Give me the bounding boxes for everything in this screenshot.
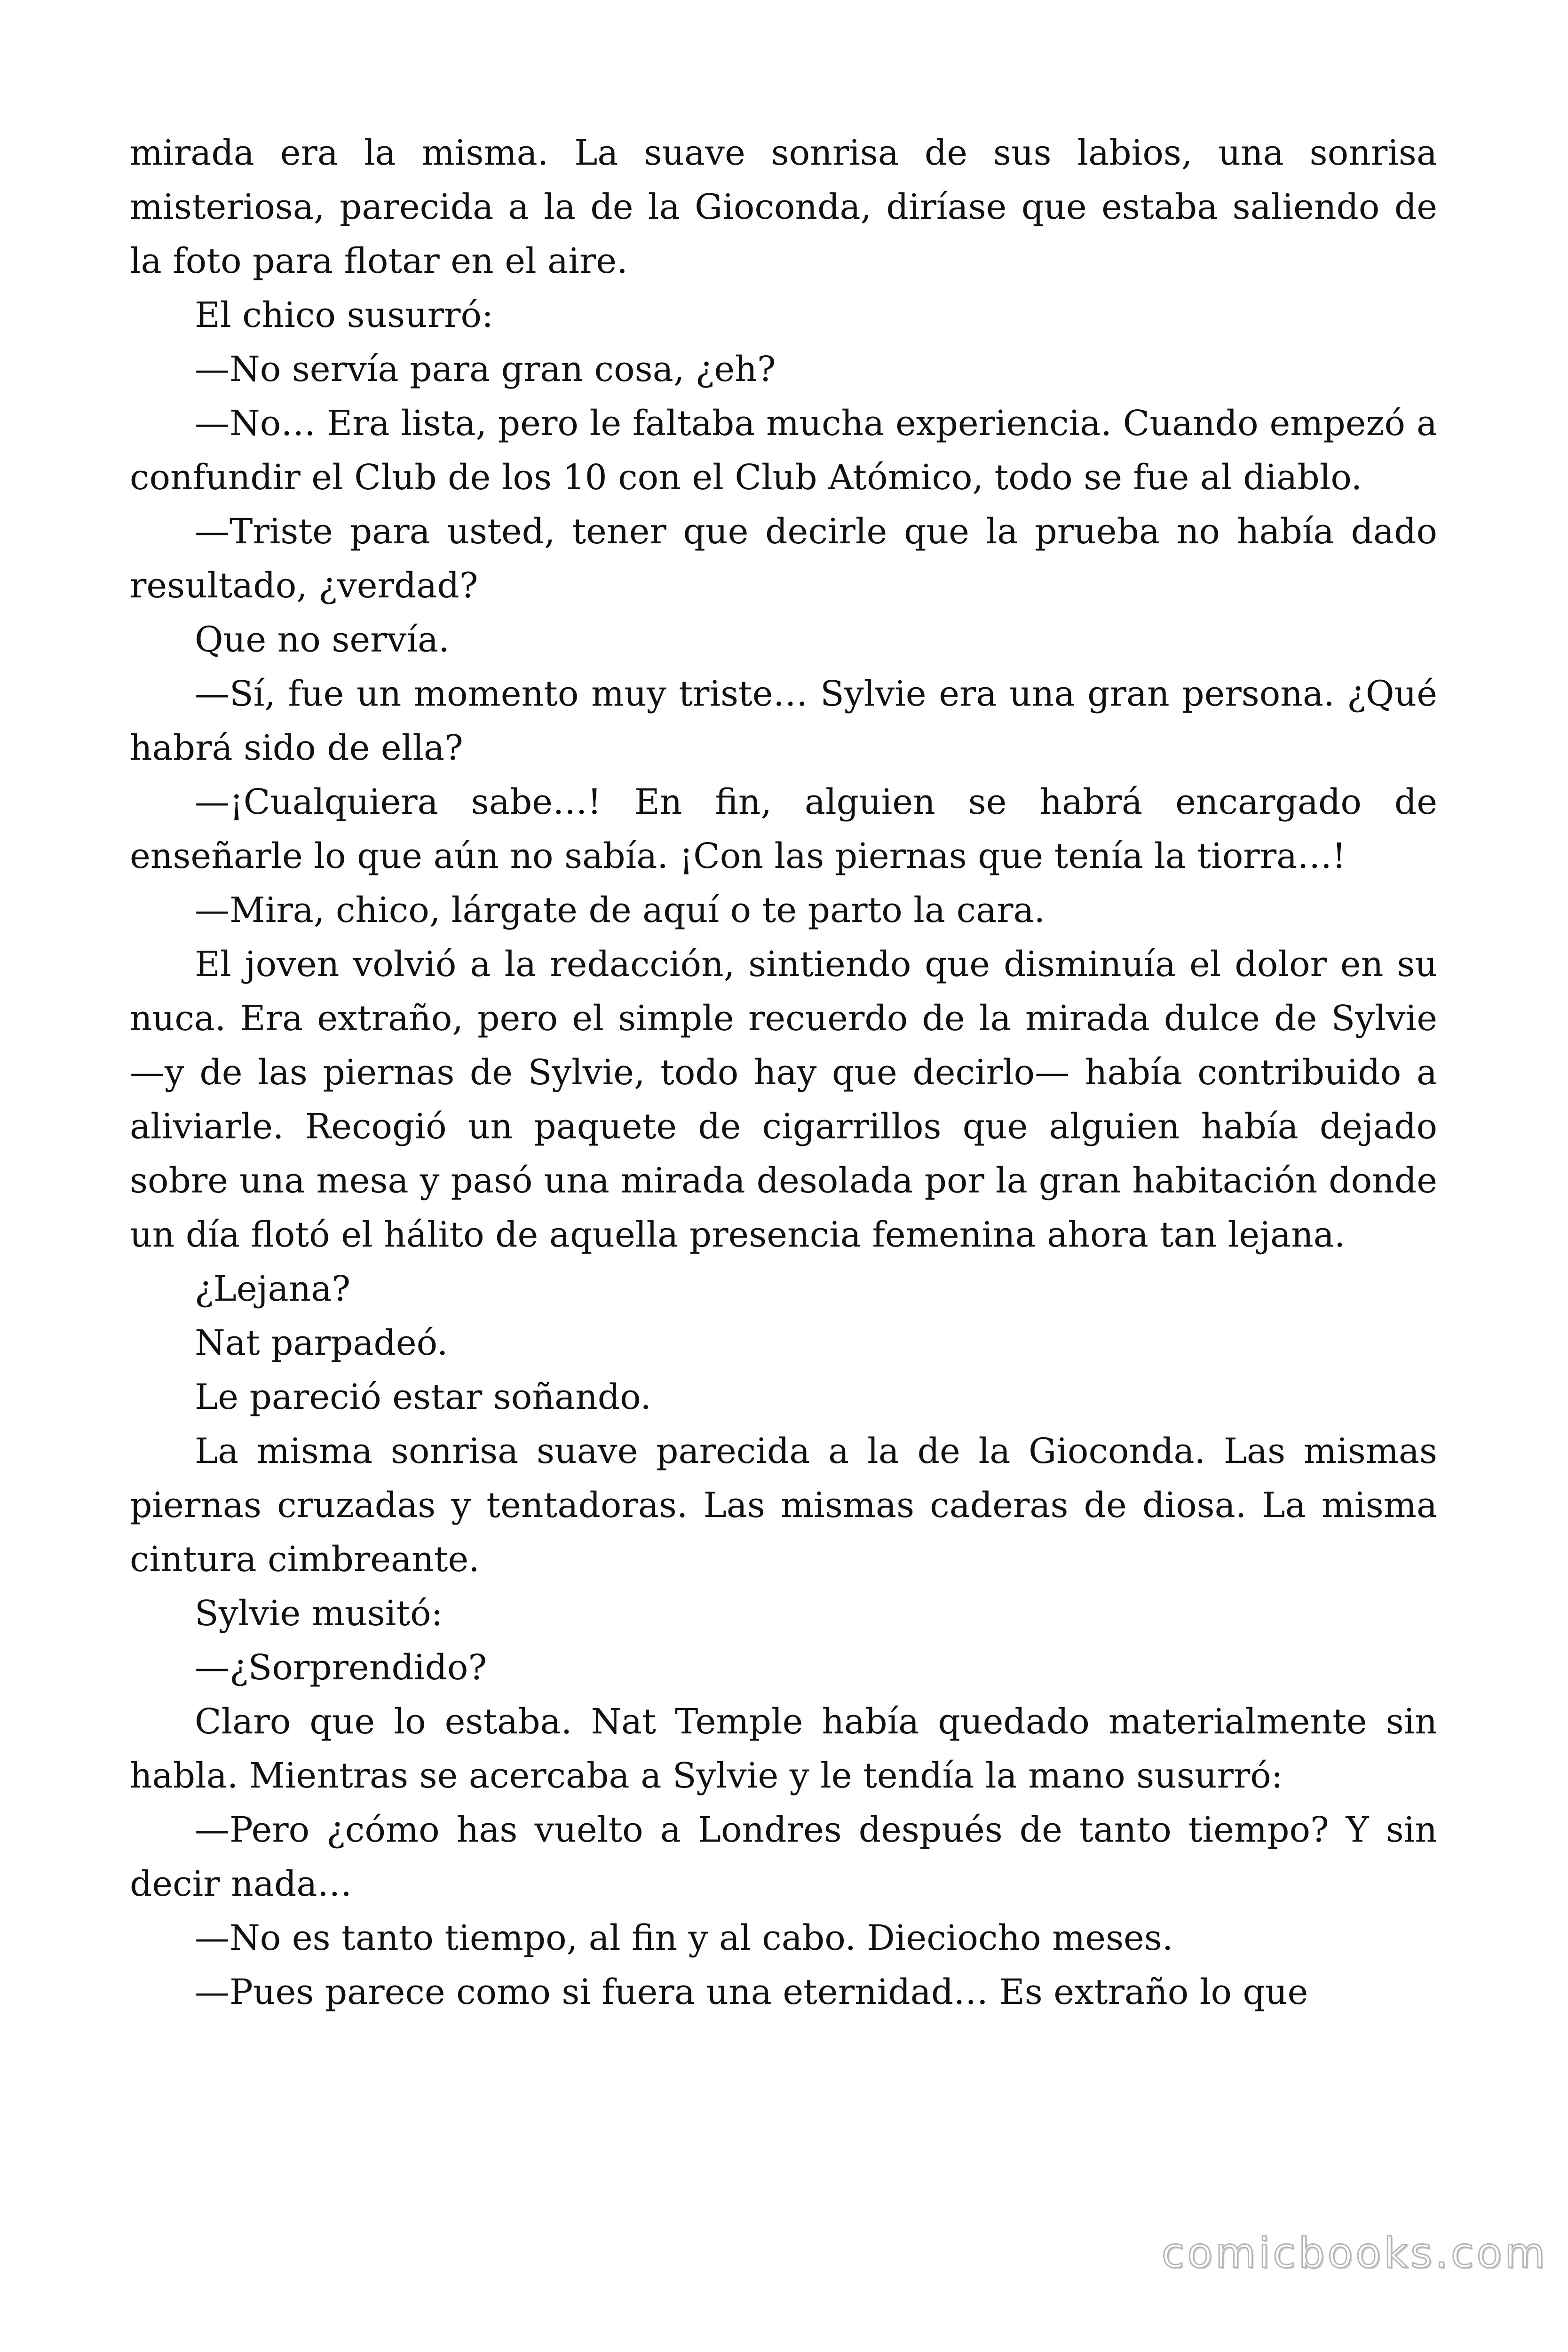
paragraph: —¡Cualquiera sabe…! En fin, alguien se habrá encargado de enseñarle lo que aún no sabía. ¡Con las piernas que tenía la tiorra…! — [130, 782, 1437, 876]
paragraph: La misma sonrisa suave parecida a la de la Gioconda. Las mismas piernas cruzadas y tentadoras. Las mismas caderas de diosa. La misma cintura cimbreante. — [130, 1431, 1437, 1580]
paragraph: Sylvie musitó: — [195, 1593, 443, 1634]
paragraph: ¿Lejana? — [195, 1269, 351, 1309]
paragraph: —Triste para usted, tener que decirle que la prueba no había dado resultado, ¿verdad? — [130, 511, 1437, 606]
page-text-block — [130, 126, 1437, 2019]
paragraph: El joven volvió a la redacción, sintiendo que disminuía el dolor en su nuca. Era extraño, pero el simple recuerdo de la mirada dulce de Sylvie —y de las piernas de Sylvie, todo hay que decirlo— había contribuido a aliviarle. Recogió un paquete de cigarrillos que alguien había dejado sobre una mesa y pasó una mirada desolada por la gran habitación donde un día flotó el hálito de aquella presencia femenina ahora tan lejana. — [130, 944, 1437, 1255]
paragraph: —Pero ¿cómo has vuelto a Londres después de tanto tiempo? Y sin decir nada… — [130, 1810, 1437, 1904]
paragraph: —No… Era lista, pero le faltaba mucha experiencia. Cuando empezó a confundir el Club de los 10 con el Club Atómico, todo se fue al diablo. — [130, 403, 1437, 498]
paragraph: —Pues parece como si fuera una eternidad… Es extraño lo que — [195, 1972, 1308, 2012]
watermark: comicbooks.com — [1162, 2229, 1548, 2277]
paragraph-continued: mirada era la misma. La suave sonrisa de sus labios, una sonrisa misteriosa, parecida a la de la Gioconda, diríase que estaba saliendo de la foto para flotar en el aire. — [130, 133, 1437, 281]
paragraph: Nat parpadeó. — [195, 1323, 448, 1363]
paragraph: —Sí, fue un momento muy triste… Sylvie era una gran persona. ¿Qué habrá sido de ella? — [130, 674, 1437, 768]
paragraph: Que no servía. — [195, 620, 450, 660]
paragraph: Le pareció estar soñando. — [195, 1377, 651, 1417]
paragraph: El chico susurró: — [195, 295, 493, 335]
paragraph: —No servía para gran cosa, ¿eh? — [195, 349, 776, 389]
paragraph: —Mira, chico, lárgate de aquí o te parto la cara. — [195, 890, 1045, 930]
paragraph: Claro que lo estaba. Nat Temple había quedado materialmente sin habla. Mientras se acercaba a Sylvie y le tendía la mano susurró: — [130, 1701, 1437, 1796]
paragraph: —¿Sorprendido? — [195, 1647, 487, 1688]
paragraph: —No es tanto tiempo, al fin y al cabo. Dieciocho meses. — [195, 1918, 1173, 1958]
